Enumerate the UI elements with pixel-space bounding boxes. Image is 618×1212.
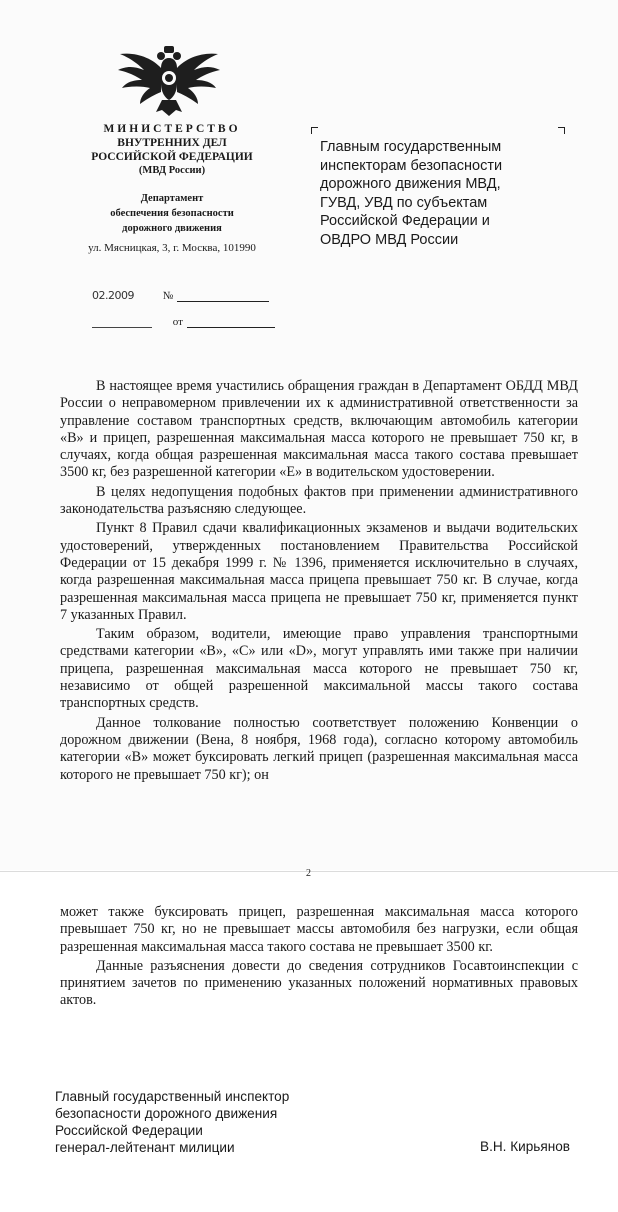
reference-rule	[92, 326, 152, 328]
body-paragraph: Данное толкование полностью соответствует положению Конвенции о дорожном движении (Вена, 8 ноября, 1968 года), согласно которому автомобиль категории «В» может буксировать легкий прицеп (разрешенная максимальная масса которого не превышает 750 кг); он	[60, 714, 578, 783]
recipient-line: инспекторам безопасности	[320, 157, 503, 174]
recipient-line: ГУВД, УВД по субъектам	[320, 194, 488, 211]
body-paragraph: Таким образом, водители, имеющие право управления транспортными средствами категории «В», «С» или «D», могут управлять ими также при наличии прицепа, разрешенная максимальная масса которого не превышает 750 кг, независимо от общей разрешенной максимальной массы такого состава транспортных средств.	[60, 626, 578, 712]
body-paragraph: Пункт 8 Правил сдачи квалификационных экзаменов и выдачи водительских удостоверений, утвержденных постановлением Правительства Российской Федерации от 15 декабря 1999 г. № 1396, применяется исключительно в случаях, когда разрешенная максимальная масса прицепа превышает 750 кг. В случае, когда разрешенная максимальная масса прицепа не превышает 750 кг, применяется пункт 7 указанных Правил.	[60, 520, 578, 623]
number-label: №	[162, 290, 174, 302]
ministry-short-name: (МВД России)	[138, 165, 206, 176]
body-paragraph: Данные разъяснения довести до сведения сотрудников Госавтоинспекции с принятием зачетов по применению указанных положений нормативных правовых актов.	[60, 957, 578, 1009]
signer-rank: генерал-лейтенант милиции	[55, 1140, 235, 1155]
signer-title-line: безопасности дорожного движения	[55, 1106, 278, 1121]
department-line: дорожного движения	[122, 223, 222, 234]
signature-block	[55, 1088, 289, 1156]
recipient-line: ОВДРО МВД России	[320, 231, 459, 248]
body-paragraph: В настоящее время участились обращения граждан в Департамент ОБДД МВД России о неправомерном привлечении их к административной ответственности за управление составом транспортных средств, включающим автомобиль категории «В» и прицеп, разрешенная максимальная масса которого не превышает 750 кг, в случаях, когда общая разрешенная максимальная масса такого состава превышает 3500 кг, без разрешенной категории «Е» в водительском удостоверении.	[60, 378, 578, 481]
page-number: 2	[306, 868, 311, 879]
recipient-block	[320, 138, 560, 250]
signer-name: В.Н. Кирьянов	[480, 1139, 571, 1154]
handwritten-date: 02.2009	[92, 289, 134, 302]
from-label: от	[172, 316, 183, 328]
ministry-subtitle: ВНУТРЕННИХ ДЕЛ	[117, 137, 227, 149]
letter-body-page-1	[60, 378, 578, 784]
ministry-country: РОССИЙСКОЙ ФЕДЕРАЦИИ	[91, 151, 253, 163]
ministry-block	[72, 122, 272, 178]
recipient-line: Главным государственным	[320, 139, 502, 155]
recipient-bracket-left	[311, 127, 318, 134]
ministry-address: ул. Мясницкая, 3, г. Москва, 101990	[88, 242, 256, 254]
reference-line	[92, 316, 275, 328]
signer-title-line: Главный государственный инспектор	[55, 1089, 290, 1104]
department-line: Департамент	[140, 193, 204, 204]
letter-body-page-2	[60, 904, 578, 1010]
recipient-line: дорожного движения МВД,	[320, 176, 501, 193]
double-headed-eagle-emblem	[114, 44, 224, 120]
body-paragraph-continuation: может также буксировать прицеп, разрешенная максимальная масса которого превышает 750 кг, но не превышает массы автомобиля без нагрузки, если общая разрешенная максимальная масса такого состава не превышает 3500 кг.	[60, 904, 578, 955]
signer-title-line: Российской Федерации	[55, 1123, 203, 1138]
number-rule	[177, 300, 269, 302]
department-line: обеспечения безопасности	[110, 208, 234, 219]
department-block	[72, 191, 272, 236]
body-paragraph: В целях недопущения подобных фактов при применении административного законодательства разъясняю следующее.	[60, 483, 578, 518]
recipient-line: Российской Федерации и	[320, 213, 490, 230]
from-rule	[187, 326, 275, 328]
recipient-bracket-right	[558, 127, 565, 134]
ministry-title: МИНИСТЕРСТВО	[103, 123, 241, 135]
outgoing-date-number-line	[92, 289, 269, 302]
